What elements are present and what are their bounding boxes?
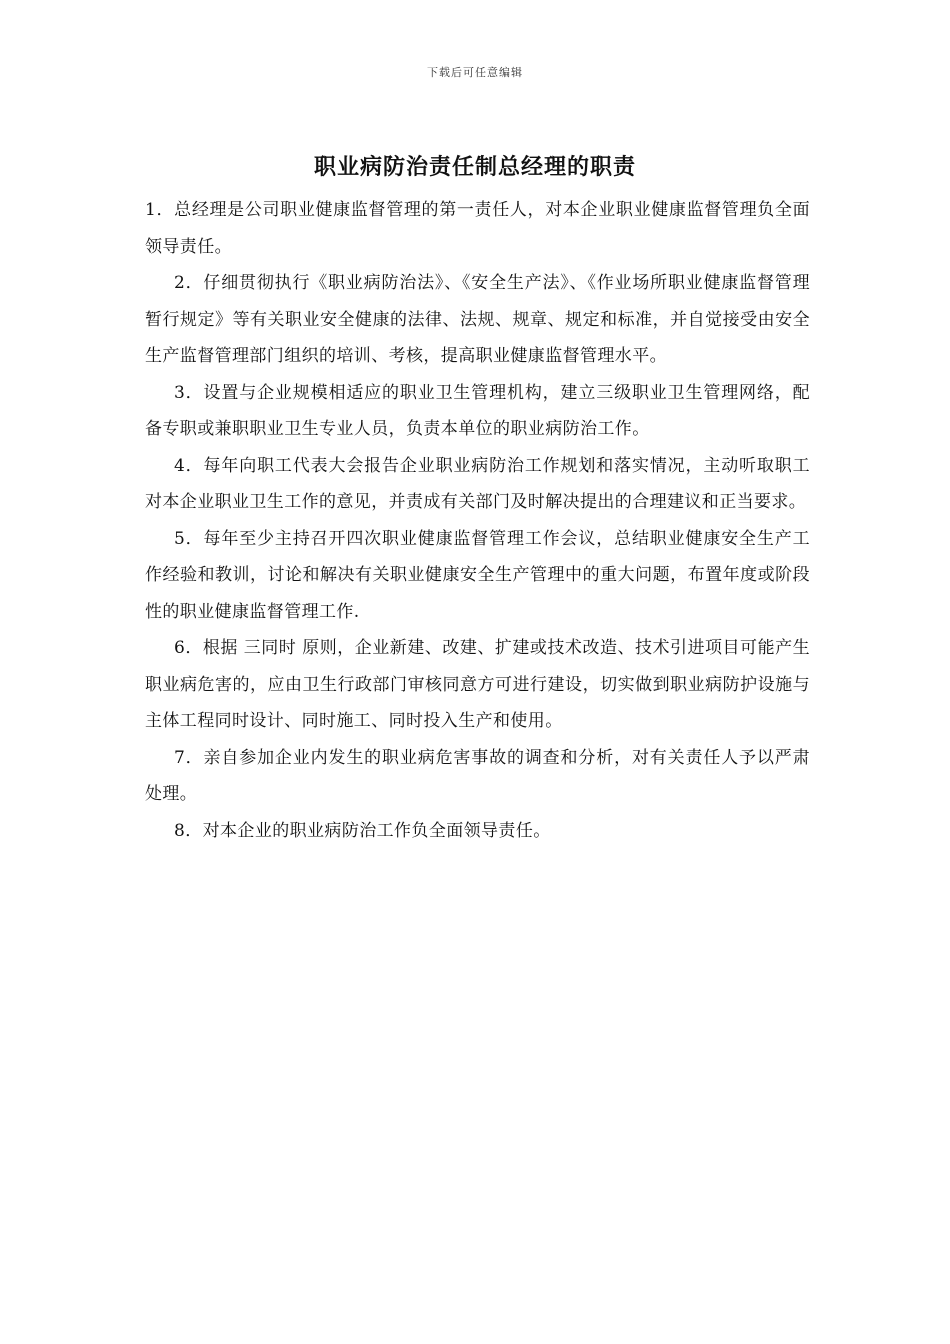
document-title: 职业病防治责任制总经理的职责 xyxy=(313,155,636,180)
paragraph-3: 3．设置与企业规模相适应的职业卫生管理机构，建立三级职业卫生管理网络，配备专职或兼职职业卫生专业人员，负责本单位的职业病防治工作。 xyxy=(145,382,810,439)
paragraph-8: 8．对本企业的职业病防治工作负全面领导责任。 xyxy=(174,820,551,841)
header-note: 下载后可任意编辑 xyxy=(427,66,523,79)
paragraph-6: 6．根据 三同时 原则，企业新建、改建、扩建或技术改造、技术引进项目可能产生职业病危害的，应由卫生行政部门审核同意方可进行建设，切实做到职业病防护设施与主体工程同时设计、同时施工、同时投入生产和使用。 xyxy=(145,638,810,731)
paragraph-1: 1．总经理是公司职业健康监督管理的第一责任人，对本企业职业健康监督管理负全面领导责任。 xyxy=(145,200,810,257)
paragraph-4: 4．每年向职工代表大会报告企业职业病防治工作规划和落实情况，主动听取职工对本企业职业卫生工作的意见，并责成有关部门及时解决提出的合理建议和正当要求。 xyxy=(145,455,810,512)
document-body xyxy=(145,192,810,849)
paragraph-5: 5．每年至少主持召开四次职业健康监督管理工作会议，总结职业健康安全生产工作经验和教训，讨论和解决有关职业健康安全生产管理中的重大问题，布置年度或阶段性的职业健康监督管理工作. xyxy=(145,528,810,622)
paragraph-7: 7．亲自参加企业内发生的职业病危害事故的调查和分析，对有关责任人予以严肃处理。 xyxy=(145,747,810,804)
paragraph-2: 2．仔细贯彻执行《职业病防治法》、《安全生产法》、《作业场所职业健康监督管理暂行规定》等有关职业安全健康的法律、法规、规章、规定和标准，并自觉接受由安全生产监督管理部门组织的培训、考核，提高职业健康监督管理水平。 xyxy=(145,273,810,366)
